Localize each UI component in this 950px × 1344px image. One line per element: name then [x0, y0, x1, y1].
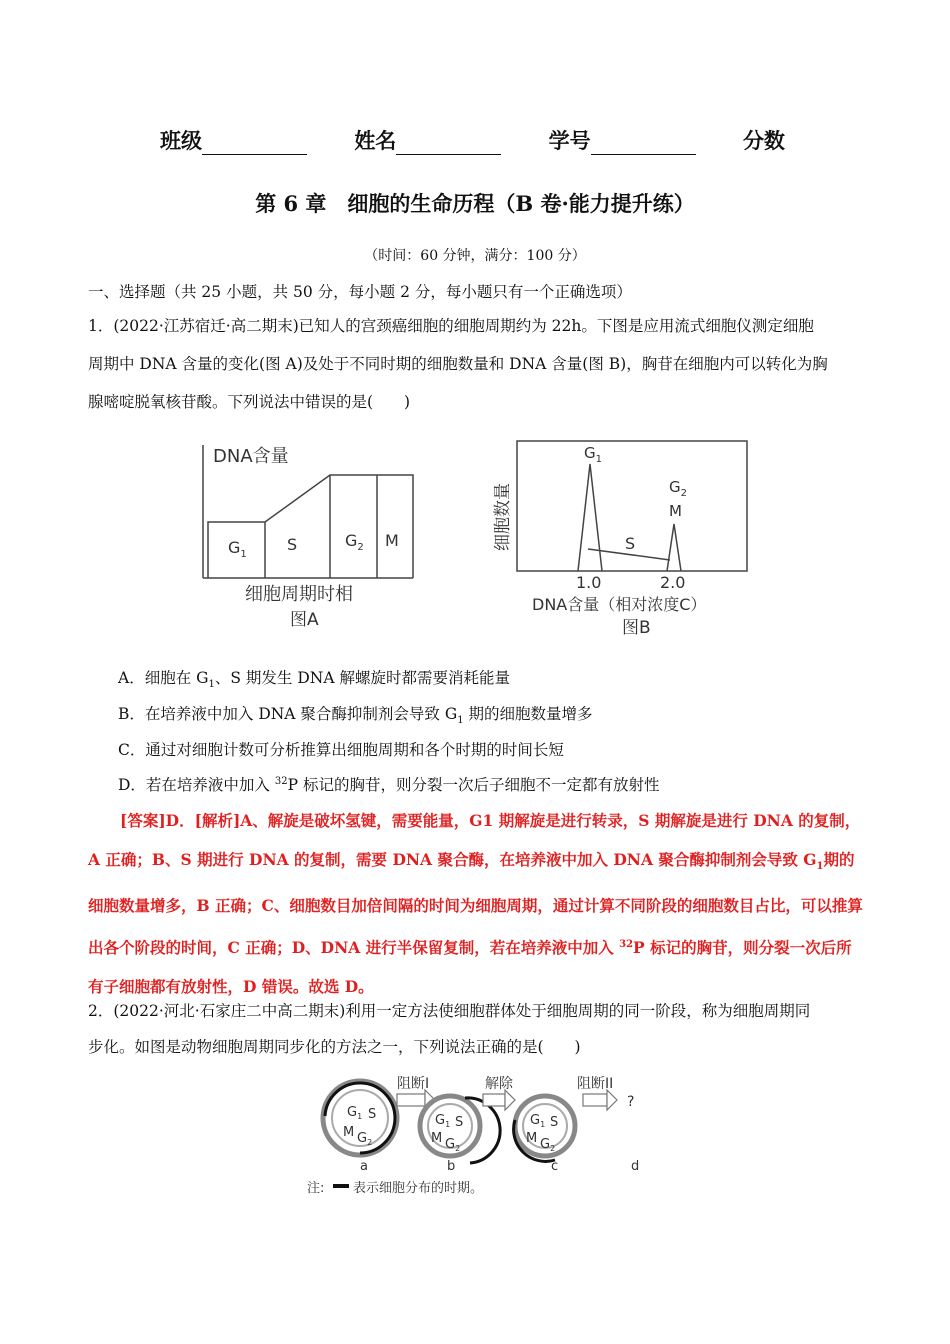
- svg-text:M: M: [343, 1125, 355, 1140]
- figb-tick-2: 2.0: [660, 573, 686, 592]
- note-prefix: 注:: [307, 1181, 325, 1196]
- svg-text:S: S: [455, 1115, 464, 1130]
- label-a: a: [360, 1159, 368, 1174]
- note-marker: [333, 1184, 349, 1188]
- figb-peak-g2: $G_2$: [669, 478, 687, 499]
- svg-text:M: M: [526, 1131, 538, 1146]
- figure-b: [480, 436, 760, 641]
- name-field: 姓名: [354, 125, 501, 155]
- svg-text:G1: $G_1$: [530, 1113, 546, 1129]
- figa-phase-g1: $G_1$: [228, 538, 247, 560]
- figure-a: [195, 440, 425, 635]
- svg-text:G2: $G_2$: [540, 1137, 556, 1153]
- q1-line3: 腺嘧啶脱氧核苷酸。下列说法中错误的是( ): [88, 393, 411, 411]
- label-d: d: [631, 1159, 640, 1174]
- page-title: 第 6 章 细胞的生命历程（B 卷·能力提升练）: [255, 191, 695, 216]
- cell-cycle-c: [514, 1096, 575, 1161]
- figa-phase-m: M: [385, 531, 399, 550]
- svg-text:G1: $G_1$: [435, 1113, 451, 1129]
- q1-line1: 1．(2022·江苏宿迁·高二期末)已知人的宫颈癌细胞的细胞周期约为 22h。下图是应用流式细胞仪测定细胞: [88, 317, 814, 335]
- unknown-state: ?: [627, 1094, 635, 1110]
- figa-ylabel: DNA含量: [213, 446, 289, 467]
- q2-line1: 2．(2022·河北·石家庄二中高二期末)利用一定方法使细胞群体处于细胞周期的同一阶段，称为细胞周期同: [88, 1002, 811, 1020]
- figa-phase-g2: $G_2$: [345, 531, 364, 553]
- svg-text:G2: $G_2$: [445, 1137, 461, 1153]
- id-field: 学号: [549, 125, 696, 155]
- figa-caption: 图A: [290, 610, 319, 630]
- svg-text:G2: $G_2$: [357, 1131, 373, 1147]
- release-label: 解除: [485, 1076, 513, 1092]
- section-heading: 一、选择题（共 25 小题，共 50 分，每小题 2 分，每小题只有一个正确选项）: [88, 283, 632, 301]
- id-blank[interactable]: [591, 134, 696, 155]
- q1-option-b[interactable]: B．在培养液中加入 DNA 聚合酶抑制剂会导致 $G_1$ 期的细胞数量增多: [118, 705, 593, 727]
- q2-line2: 步化。如图是动物细胞周期同步化的方法之一，下列说法正确的是( ): [88, 1038, 581, 1056]
- block-i-label: 阻断I: [397, 1076, 430, 1092]
- class-field: 班级: [160, 125, 307, 155]
- name-blank[interactable]: [396, 134, 501, 155]
- svg-text:S: S: [550, 1115, 559, 1130]
- q1-option-d[interactable]: D．若在培养液中加入 $^{32}$P 标记的胸苷，则分裂一次后子细胞不一定都有放射性: [118, 775, 660, 794]
- note-text: 表示细胞分布的时期。: [353, 1181, 484, 1196]
- figb-peak-g1: $G_1$: [584, 444, 602, 465]
- figb-s-label: S: [625, 534, 636, 553]
- figb-xlabel: DNA含量（相对浓度C）: [532, 595, 707, 614]
- q1-option-c[interactable]: C．通过对细胞计数可分析推算出细胞周期和各个时期的时间长短: [118, 741, 564, 759]
- svg-text:S: S: [368, 1107, 377, 1122]
- q1-line2: 周期中 DNA 含量的变化(图 A)及处于不同时期的细胞数量和 DNA 含量(图 B)，胸苷在细胞内可以转化为胸: [88, 355, 828, 373]
- label-c: c: [551, 1159, 559, 1174]
- figa-xlabel: 细胞周期时相: [245, 584, 353, 605]
- cell-cycle-a: [323, 1081, 397, 1155]
- block-ii-label: 阻断II: [577, 1076, 614, 1092]
- figb-peak-m: M: [669, 502, 682, 520]
- figa-phase-s: S: [287, 535, 298, 554]
- figure-cell-cycle-sync: [307, 1068, 675, 1203]
- figb-tick-1: 1.0: [576, 573, 602, 592]
- q1-answer-explanation: [答案]D．[解析]A、解旋是破坏氢键，需要能量，G1 期解旋是进行转录，S 期解旋是进行 DNA 的复制，A 正确；B、S 期进行 DNA 的复制，需要 DNA 聚合酶，在培养液中加入 DNA 聚合酶抑制剂会导致 $G_1$期的细胞数量增多，B 正确；C、细胞数目加倍间隔的时间为细胞周期，通过计算不同阶段的细胞数目占比，可以推算出各个阶段的时间，C 正确；D、DNA 进行半保留复制，若在培养液中加入 $^{32}$P 标记的胸苷，则分裂一次后所有子细胞都有放射性，D 错误。故选 D。: [88, 811, 863, 997]
- student-info-header: [160, 125, 860, 155]
- svg-text:M: M: [431, 1131, 443, 1146]
- label-b: b: [447, 1159, 456, 1174]
- figb-caption: 图B: [622, 618, 651, 638]
- score-field: 分数: [742, 128, 785, 153]
- class-blank[interactable]: [202, 134, 307, 155]
- exam-info: （时间：60 分钟，满分：100 分）: [364, 248, 586, 264]
- q1-option-a[interactable]: A．细胞在 $G_1$、S 期发生 DNA 解螺旋时都需要消耗能量: [118, 669, 510, 691]
- figb-ylabel: 细胞数量: [493, 483, 513, 551]
- svg-text:G1: $G_1$: [347, 1105, 363, 1121]
